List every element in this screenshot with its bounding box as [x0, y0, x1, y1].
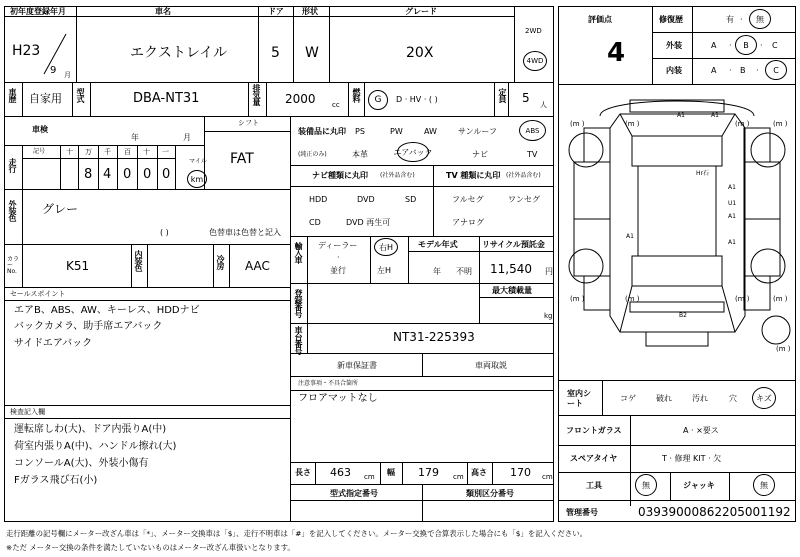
model-year-unknown: 不明 — [456, 267, 472, 276]
color-note: 色替車は色替と記入 — [209, 228, 281, 237]
notes-label: 注意事項・不具合箇所 — [298, 380, 359, 387]
mileage-digit-1: 8 — [84, 167, 93, 182]
navi-sub: (社外品含む) — [380, 172, 415, 179]
shift-label: シフト — [238, 119, 259, 127]
model-value: DBA-NT31 — [133, 91, 200, 106]
navi-cd: CD — [309, 218, 321, 227]
body-shape: W — [305, 45, 319, 61]
navi-hdd: HDD — [309, 195, 328, 204]
mileage-header-4: 百 — [124, 148, 131, 156]
interior-color-label: 内装色 — [134, 250, 143, 271]
type-designation-label: 型式指定番号 — [330, 489, 378, 498]
width-unit: cm — [453, 473, 464, 481]
color-value: グレー — [42, 202, 79, 216]
equipment-sub: (純正のみ) — [298, 151, 327, 158]
interior-dot-2: · — [756, 66, 759, 75]
inspector-line-3: コンソールA(大)、外装小傷有 — [14, 458, 149, 469]
spare-tire-label: スペアタイヤ — [570, 454, 618, 463]
sheet-tear: 破れ — [656, 394, 672, 403]
first-registration-label: 初年度登録年月 — [10, 7, 66, 16]
interior-grade-c-circled: C — [765, 60, 787, 80]
tv-label: TV 種類に丸印 — [446, 171, 501, 180]
windshield-value: A · ×要ス — [683, 426, 719, 435]
windshield-label: フロントガラス — [566, 426, 622, 435]
inspector-line-2: 荷室内張りA(中)、ハンドル擦れ(大) — [14, 441, 177, 452]
inspector-line-1: 運転席しわ(大)、ドア内張りA(中) — [14, 424, 167, 435]
inspection-year-unit: 年 — [131, 133, 139, 142]
score-label: 評価点 — [588, 15, 612, 24]
interior-dot-1: · — [729, 66, 732, 75]
diagram-label-a1-top-left: A1 — [677, 112, 685, 119]
diagram-label-u1: U1 — [728, 200, 737, 207]
mileage-digit-4: 0 — [143, 167, 152, 182]
registration-label: 登録番号 — [294, 289, 303, 317]
score-value: 4 — [607, 38, 626, 68]
jack-label: ジャッキ — [683, 481, 715, 490]
ac-label: 冷房 — [216, 255, 225, 269]
length-value: 463 — [330, 466, 351, 479]
capacity-label: 定員 — [498, 88, 507, 102]
mileage-header-2: 万 — [85, 148, 92, 156]
repair-no-circled: 無 — [749, 9, 771, 29]
color-label: 外装色 — [8, 200, 17, 221]
car-name: エクストレイル — [130, 45, 228, 61]
diagram-m-bl-l: (m ) — [570, 295, 585, 303]
diagram-m-bottom: (m ) — [776, 345, 791, 353]
exterior-dot-1: · — [729, 41, 732, 50]
fuel-options: D · HV · ( ) — [396, 95, 438, 104]
mileage-digit-3: 0 — [123, 167, 132, 182]
interior-grade-b: B — [740, 66, 746, 75]
diagram-label-a1-left: A1 — [626, 233, 634, 240]
capacity-unit: 人 — [540, 101, 547, 109]
month-unit: 月 — [64, 71, 71, 79]
sheet-scratch-circled: キズ — [752, 387, 776, 409]
diagram-label-a1-right-3: A1 — [728, 239, 736, 246]
diagram-m-br-r: (m ) — [773, 295, 788, 303]
navi-sd: SD — [405, 195, 417, 204]
max-load-label: 最大積載量 — [492, 286, 532, 295]
door-count: 5 — [271, 45, 280, 61]
inspection-label: 車検 — [32, 125, 48, 134]
color-no-label: カラーNo. — [7, 256, 20, 275]
inspector-line-4: Fガラス飛び石(小) — [14, 475, 98, 486]
grade-value: 20X — [406, 45, 434, 61]
repair-yes: 有 — [726, 15, 734, 24]
length-label: 長さ — [295, 468, 311, 477]
equip-sunroof: サンルーフ — [458, 127, 497, 136]
sales-point-line-1: エアB、ABS、AW、キーレス、HDDナビ — [14, 305, 200, 316]
equip-tv: TV — [527, 150, 538, 159]
vehicle-manual: 車両取説 — [475, 361, 507, 370]
mileage-digit-5: 0 — [162, 167, 171, 182]
sales-point-line-2: バックカメラ、助手席エアバック — [14, 321, 163, 332]
use-value: 自家用 — [29, 92, 62, 105]
equip-abs-circled: ABS — [519, 120, 546, 141]
import-label: 輸入車 — [294, 242, 303, 263]
interior-sheet-label: 室内シート — [567, 389, 591, 409]
category-label: 類別区分番号 — [466, 489, 514, 498]
footer-note-2: ※ただ メーター交換の条件を満たしていないものはメーター改ざん車扱いとなります。 — [6, 543, 295, 552]
shift-value: FAT — [230, 151, 254, 167]
model-label: 型式 — [76, 88, 85, 102]
control-no-value: 0393900086220500​1192 — [638, 505, 791, 519]
diagram-m-tr-l: (m ) — [735, 120, 750, 128]
interior-label: 内装 — [666, 66, 682, 75]
chassis-label: 車台番号 — [294, 326, 303, 354]
capacity-value: 5 — [522, 91, 530, 105]
repair-dot: · — [740, 15, 743, 24]
color-note-paren: ( ) — [160, 228, 169, 237]
exterior-dot-2: · — [760, 41, 763, 50]
notes-value: フロアマットなし — [298, 393, 378, 404]
equipment-label: 装備品に丸印 — [298, 127, 346, 136]
max-load-unit: kg — [544, 312, 553, 320]
interior-grade-a: A — [711, 66, 717, 75]
diagram-label-b2: B2 — [679, 312, 687, 319]
inspector-label: 検査記入欄 — [10, 408, 45, 416]
tools-label: 工具 — [586, 481, 602, 490]
tv-fullseg: フルセグ — [452, 195, 484, 204]
km-circled: km — [187, 170, 207, 188]
model-year-unit: 年 — [433, 267, 441, 276]
sheet-stain: 汚れ — [692, 394, 708, 403]
displacement-value: 2000 — [285, 92, 316, 106]
ac-value: AAC — [245, 259, 270, 273]
drive-2wd: 2WD — [525, 27, 542, 35]
jack-none-circled: 無 — [753, 474, 775, 496]
length-unit: cm — [364, 473, 375, 481]
control-no-label: 管理番号 — [566, 508, 598, 517]
displacement-unit: cc — [332, 101, 340, 109]
equip-ps: PS — [355, 127, 365, 136]
equip-airbag-circled: エアバック — [397, 142, 429, 162]
diagram-m-bl-r: (m ) — [625, 295, 640, 303]
import-right-circled: 右H — [374, 238, 398, 256]
registration-year: H23 — [12, 43, 41, 59]
navi-label: ナビ種類に丸印 — [312, 171, 368, 180]
diagram-m-tr-r: (m ) — [773, 120, 788, 128]
exterior-grade-b-circled: B — [735, 35, 757, 55]
fuel-gas-circled: G — [368, 90, 388, 110]
equip-navi: ナビ — [472, 150, 488, 159]
fuel-label: 燃料 — [352, 88, 361, 102]
mileage-header-1: 十 — [66, 148, 73, 156]
sales-points-label: セールスポイント — [10, 290, 66, 298]
mileage-sign-label: 記号 — [33, 148, 46, 155]
equip-pw: PW — [390, 127, 403, 136]
diagram-m-br-l: (m ) — [735, 295, 750, 303]
height-value: 170 — [510, 466, 531, 479]
model-year-label: モデル年式 — [418, 240, 458, 249]
use-label: 車歴 — [8, 88, 17, 102]
diagram-m-tl-l: (m ) — [570, 120, 585, 128]
footer-note-1: 走行距離の記号欄にメーター改ざん車は「*」、メーター交換車は「$」、走行不明車は「#」を記入してください。メーター交換で合算表示した場合にも「$」を記入ください。 — [6, 529, 587, 538]
import-dot: · — [337, 253, 340, 262]
drive-4wd-circled: 4WD — [523, 51, 547, 71]
import-dealer: ディーラー — [318, 241, 358, 250]
recycle-value: 11,540 — [490, 262, 532, 276]
exterior-grade-c: C — [772, 41, 778, 50]
diagram-m-tl-r: (m ) — [625, 120, 640, 128]
width-value: 179 — [418, 466, 439, 479]
chassis-value: NT31-225393 — [393, 330, 475, 344]
mileage-digit-2: 4 — [103, 167, 112, 182]
sheet-hole: 穴 — [729, 394, 737, 403]
diagram-label-a1-right-1: A1 — [728, 184, 736, 191]
mileage-header-6: 一 — [162, 148, 169, 156]
diagram-label-hr: Hr石 — [696, 170, 709, 177]
inspection-month-unit: 月 — [183, 133, 191, 142]
diagram-label-a1-top-right: A1 — [711, 112, 719, 119]
mileage-header-3: 千 — [104, 148, 111, 156]
recycle-label: リサイクル預託金 — [482, 240, 545, 249]
door-label: ドア — [268, 7, 284, 16]
car-condition-diagram — [560, 86, 794, 378]
tv-sub: (社外品含む) — [506, 172, 541, 179]
height-label: 高さ — [471, 468, 487, 477]
sheet-burn: コゲ — [620, 394, 636, 403]
tools-none-circled: 無 — [635, 474, 657, 496]
navi-dvd: DVD — [357, 195, 375, 204]
new-car-warranty: 新車保証書 — [337, 361, 377, 370]
width-label: 幅 — [387, 468, 395, 477]
displacement-label: 排気量 — [252, 84, 261, 105]
navi-dvd-play: DVD 再生可 — [346, 218, 391, 227]
sales-point-line-3: サイドエアバック — [14, 338, 93, 349]
exterior-label: 外装 — [666, 41, 682, 50]
repair-label: 修復歴 — [659, 15, 683, 24]
grade-label: グレード — [405, 7, 437, 16]
import-parallel: 並行 — [330, 266, 346, 275]
tv-analog: アナログ — [452, 218, 484, 227]
exterior-grade-a: A — [711, 41, 717, 50]
equip-aw: AW — [424, 127, 437, 136]
height-unit: cm — [542, 473, 553, 481]
car-name-label: 車名 — [155, 7, 171, 16]
mileage-header-5: 十 — [143, 148, 150, 156]
tv-oneseg: ワンセグ — [508, 195, 540, 204]
mile-label: マイル — [189, 158, 207, 165]
recycle-unit: 円 — [545, 267, 553, 276]
import-left: 左H — [377, 266, 392, 275]
shape-label: 形状 — [302, 7, 318, 16]
color-no-value: K51 — [66, 259, 90, 273]
diagram-label-a1-right-2: A1 — [728, 213, 736, 220]
equip-leather: 本革 — [352, 150, 368, 159]
mileage-label: 走行 — [8, 158, 17, 172]
registration-month: 9 — [50, 65, 57, 76]
spare-tire-value: T · 修理 KIT · 欠 — [662, 454, 722, 463]
